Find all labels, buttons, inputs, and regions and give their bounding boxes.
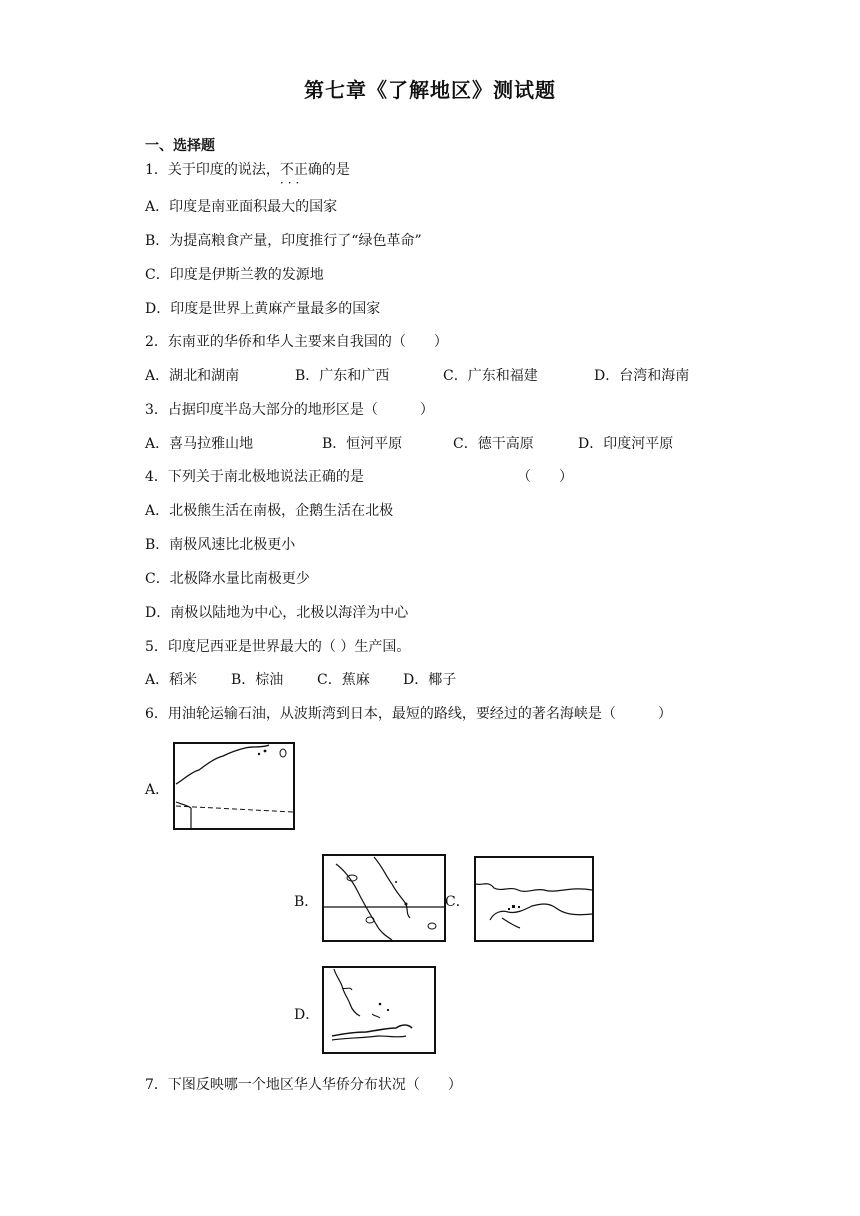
question-1-stem-end: 的是 (321, 162, 350, 178)
question-6-label-b[interactable]: B． (294, 894, 319, 910)
map-b-image[interactable] (322, 854, 446, 942)
question-1-option-d[interactable]: D．印度是世界上黄麻产量最多的国家 (145, 301, 381, 317)
question-3-option-a[interactable]: A．喜马拉雅山地 (145, 436, 254, 452)
question-2-stem: 2．东南亚的华侨和华人主要来自我国的（ ） (145, 334, 448, 350)
question-4-option-a[interactable]: A．北极熊生活在南极，企鹅生活在北极 (145, 503, 394, 519)
question-2-option-b[interactable]: B．广东和广西 (295, 368, 390, 384)
question-4-stem: 4．下列关于南北极地说法正确的是 (145, 469, 364, 485)
question-5-option-c[interactable]: C．蕉麻 (317, 672, 370, 688)
question-4-option-b[interactable]: B．南极风速比北极更小 (145, 537, 296, 553)
question-4-answer-bracket: （ ） (517, 469, 573, 485)
question-5-option-b[interactable]: B．棕油 (231, 672, 284, 688)
question-3-option-b[interactable]: B．恒河平原 (322, 436, 403, 452)
question-2-option-d[interactable]: D．台湾和海南 (594, 368, 690, 384)
map-c-image[interactable] (474, 856, 594, 942)
question-2-option-c[interactable]: C．广东和福建 (443, 368, 538, 384)
question-1-stem (145, 161, 350, 179)
question-1-option-c[interactable]: C．印度是伊斯兰教的发源地 (145, 267, 324, 283)
question-6-label-d[interactable]: D． (294, 1007, 320, 1023)
question-2-option-a[interactable]: A．湖北和湖南 (145, 368, 240, 384)
question-4-option-c[interactable]: C．北极降水量比南极更少 (145, 571, 310, 587)
question-7-stem: 7．下图反映哪一个地区华人华侨分布状况（ ） (145, 1077, 462, 1093)
question-1-option-a[interactable]: A．印度是南亚面积最大的国家 (145, 199, 338, 215)
question-1-emphasis: 不正确 ··· (280, 162, 322, 178)
question-4-option-d[interactable]: D．南极以陆地为中心，北极以海洋为中心 (145, 605, 409, 621)
question-6-stem: 6．用油轮运输石油，从波斯湾到日本，最短的路线，要经过的著名海峡是（ ） (145, 706, 672, 722)
question-1-option-b[interactable]: B．为提高粮食产量，印度推行了“绿色革命” (145, 233, 422, 249)
question-5-option-d[interactable]: D．椰子 (403, 672, 457, 688)
question-3-option-d[interactable]: D．印度河平原 (578, 436, 674, 452)
question-3-stem: 3．占据印度半岛大部分的地形区是（ ） (145, 402, 434, 418)
section-heading: 一、选择题 (145, 138, 215, 154)
question-5-stem: 5．印度尼西亚是世界最大的（ ）生产国。 (145, 639, 411, 655)
map-a-image[interactable] (173, 742, 295, 830)
question-5-option-a[interactable]: A．稻米 (145, 672, 198, 688)
page-title: 第七章《了解地区》测试题 (304, 78, 556, 102)
question-6-label-a[interactable]: A． (145, 782, 170, 798)
question-6-label-c[interactable]: C． (445, 894, 470, 910)
map-d-image[interactable] (322, 966, 436, 1054)
question-3-option-c[interactable]: C．德干高原 (453, 436, 534, 452)
question-1-stem-start: 1．关于印度的说法， (145, 162, 280, 178)
